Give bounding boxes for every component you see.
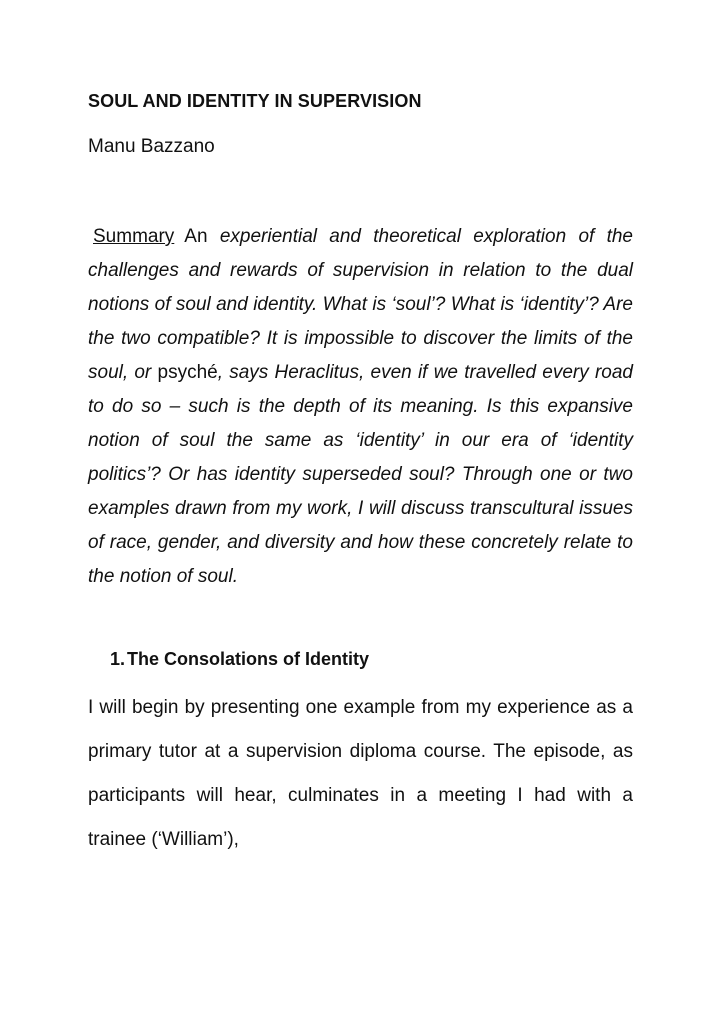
summary-psyche-word: psyché <box>157 362 218 383</box>
document-title: SOUL AND IDENTITY IN SUPERVISION <box>88 91 422 111</box>
author-name: Manu Bazzano <box>88 136 215 157</box>
section-title: The Consolations of Identity <box>127 649 370 669</box>
summary-text-part2: , says Heraclitus, even if we travelled every road to do so – such is the depth of its meaning. Is this expansive notion of soul the same as ‘identity’ in our era of ‘identity politics’? Or has identity superseded soul? Through one or two examples drawn from my work, I will discuss transcultural issues of race, gender, and diversity and how these concretely relate to the notion of soul. <box>88 362 633 587</box>
summary-text-part1: experiential and theoretical exploration of the challenges and rewards of supervision in relation to the dual notions of soul and identity. What is ‘soul’? What is ‘identity’? Are the two compatible? It is impossible to discover the limits of the soul, or <box>88 226 633 383</box>
summary-lead-word: An <box>184 226 208 247</box>
summary-paragraph <box>88 220 633 594</box>
document-page <box>88 88 633 881</box>
section-heading <box>88 646 633 672</box>
section-paragraph: I will begin by presenting one example from my experience as a primary tutor at a supervision diploma course. The episode, as participants will hear, culminates in a meeting I had with a trainee (‘William’), <box>88 697 633 850</box>
section-number: 1. <box>110 649 126 669</box>
summary-label: Summary <box>93 226 175 247</box>
